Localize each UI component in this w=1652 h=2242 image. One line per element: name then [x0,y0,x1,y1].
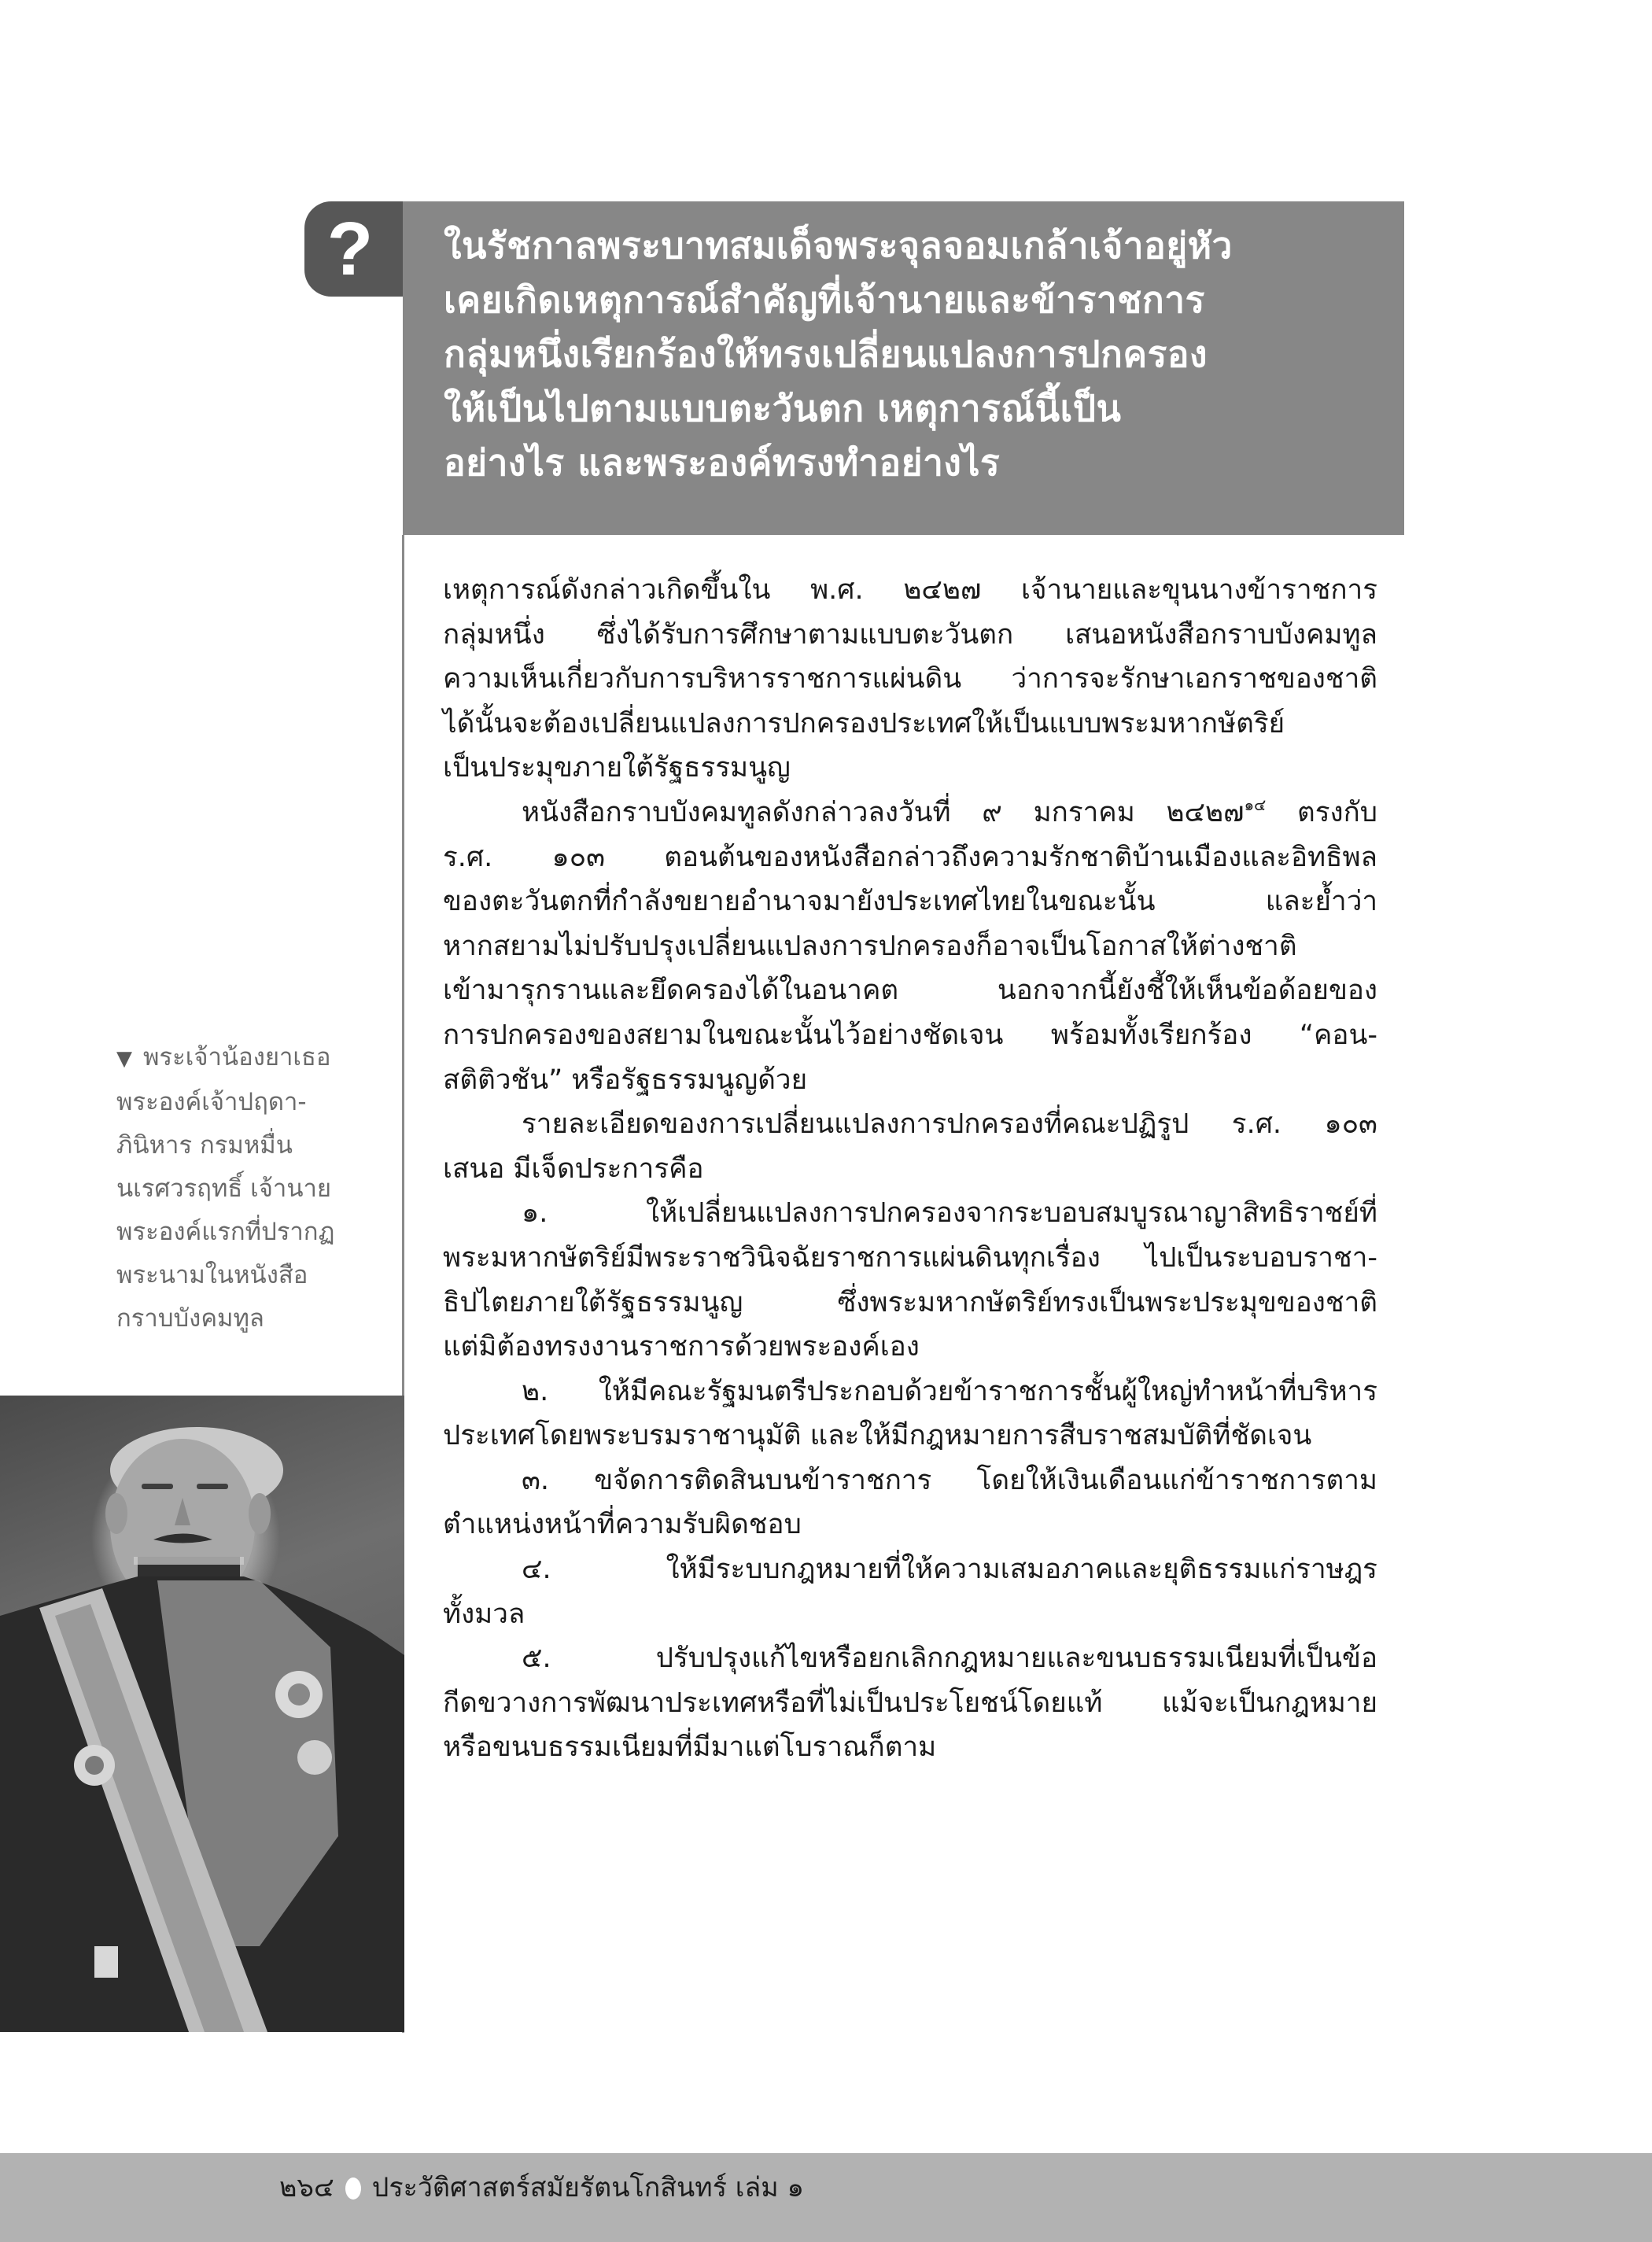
paragraph-line: เป็นประมุขภายใต้รัฐธรรมนูญ [443,752,791,784]
question-box [403,201,1404,535]
paragraph-line: ตำแหน่งหน้าที่ความรับผิดชอบ [443,1509,802,1541]
list-item-1: ๑. ให้เปลี่ยนแปลงการปกครองจากระบอบสมบูรณาญาสิทธิราชย์ที่ [522,1197,1377,1230]
paragraph-text: หนังสือกราบบังคมทูลดังกล่าวลงวันที่ ๙ มกราคม ๒๔๒๗ [522,796,1245,828]
caption-line: พระองค์เจ้าปฤดา- [116,1088,307,1116]
portrait-illustration [0,1396,404,2032]
question-line: ในรัชกาลพระบาทสมเด็จพระจุลจอมเกล้าเจ้าอยู่หัว [444,224,1233,267]
question-mark-icon: ? [326,206,374,291]
paragraph-line-with-footnote [443,791,1377,835]
paragraph-line: หากสยามไม่ปรับปรุงเปลี่ยนแปลงการปกครองก็อาจเป็นโอกาสให้ต่างชาติ [443,930,1297,962]
paragraph-line: หรือขนบธรรมเนียมที่มีมาแต่โบราณก็ตาม [443,1731,937,1764]
photo-caption [116,1036,376,1340]
paragraph-line: สติติวชัน” หรือรัฐธรรมนูญด้วย [443,1064,808,1096]
footnote-reference[interactable]: ๑๔ [1244,795,1267,814]
list-item-4: ๔. ให้มีระบบกฎหมายที่ให้ความเสมอภาคและยุติธรรมแก่ราษฎร [522,1554,1377,1586]
caption-line: ▼ พระเจ้าน้องยาเธอ [116,1043,331,1071]
question-line: อย่างไร และพระองค์ทรงทำอย่างไร [444,441,1001,484]
question-line: เคยเกิดเหตุการณ์สำคัญที่เจ้านายและข้าราชการ [444,278,1205,321]
paragraph-line: ทั้งมวล [443,1598,525,1630]
paragraph-line: กีดขวางการพัฒนาประเทศหรือที่ไม่เป็นประโยชน์โดยแท้ แม้จะเป็นกฎหมาย [443,1687,1377,1719]
paragraph-line: แต่มิต้องทรงงานราชการด้วยพระองค์เอง [443,1331,920,1363]
question-tab [304,201,404,297]
caption-line: ภินิหาร กรมหมื่น [116,1131,293,1160]
caption-line: กราบบังคมทูล [116,1304,264,1333]
paragraph-text: ตรงกับ [1266,796,1377,828]
paragraph-line: เหตุการณ์ดังกล่าวเกิดขึ้นใน พ.ศ. ๒๔๒๗ เจ้านายและขุนนางข้าราชการ [443,574,1377,606]
question-line: กลุ่มหนึ่งเรียกร้องให้ทรงเปลี่ยนแปลงการปกครอง [444,333,1208,375]
book-title: ประวัติศาสตร์สมัยรัตนโกสินทร์ เล่ม ๑ [371,2172,805,2203]
caption-line: นเรศวรฤทธิ์ เจ้านาย [116,1174,332,1203]
paragraph-line: ธิปไตยภายใต้รัฐธรรมนูญ ซึ่งพระมหากษัตริย์ทรงเป็นพระประมุขของชาติ [443,1286,1377,1318]
bullet-dot-icon [345,2177,361,2200]
page-footer [0,2153,1652,2242]
paragraph-line: เข้ามารุกรานและยึดครองได้ในอนาคต นอกจากนี้ยังชี้ให้เห็นข้อด้อยของ [443,975,1377,1007]
body-text [443,568,1377,1770]
list-item-5: ๕. ปรับปรุงแก้ไขหรือยกเลิกกฎหมายและขนบธรรมเนียมที่เป็นข้อ [522,1643,1377,1675]
footer-text [279,2170,804,2205]
paragraph-line: ได้นั้นจะต้องเปลี่ยนแปลงการปกครองประเทศให้เป็นแบบพระมหากษัตริย์ [443,707,1285,739]
question-line: ให้เป็นไปตามแบบตะวันตก เหตุการณ์นี้เป็น [444,387,1122,430]
page-number: ๒๖๔ [279,2172,334,2203]
paragraph-line: เสนอ มีเจ็ดประการคือ [443,1152,704,1185]
portrait-photo [0,1396,404,2032]
paragraph-line: พระมหากษัตริย์มีพระราชวินิจฉัยราชการแผ่นดินทุกเรื่อง ไปเป็นระบอบราชา- [443,1241,1377,1274]
paragraph-line: การปกครองของสยามในขณะนั้นไว้อย่างชัดเจน พร้อมทั้งเรียกร้อง “คอน- [443,1019,1377,1051]
list-item-3: ๓. ขจัดการติดสินบนข้าราชการ โดยให้เงินเดือนแก่ข้าราชการตาม [522,1464,1377,1496]
caption-line: พระนามในหนังสือ [116,1261,308,1289]
paragraph-line: ร.ศ. ๑๐๓ ตอนต้นของหนังสือกล่าวถึงความรักชาติบ้านเมืองและอิทธิพล [443,841,1377,873]
list-item-2: ๒. ให้มีคณะรัฐมนตรีประกอบด้วยข้าราชการชั้นผู้ใหญ่ทำหน้าที่บริหาร [522,1375,1377,1407]
paragraph-line: ประเทศโดยพระบรมราชานุมัติ และให้มีกฎหมายการสืบราชสมบัติที่ชัดเจน [443,1420,1312,1452]
paragraph-line: ความเห็นเกี่ยวกับการบริหารราชการแผ่นดิน ว่าการจะรักษาเอกราชของชาติ [443,663,1377,695]
triangle-down-icon: ▼ [116,1047,132,1071]
paragraph-line: กลุ่มหนึ่ง ซึ่งได้รับการศึกษาตามแบบตะวันตก เสนอหนังสือกราบบังคมทูล [443,618,1377,651]
paragraph-line: ของตะวันตกที่กำลังขยายอำนาจมายังประเทศไทยในขณะนั้น และย้ำว่า [443,886,1377,918]
caption-line: พระองค์แรกที่ปรากฏ [116,1218,335,1246]
paragraph-line: รายละเอียดของการเปลี่ยนแปลงการปกครองที่คณะปฏิรูป ร.ศ. ๑๐๓ [522,1108,1377,1141]
